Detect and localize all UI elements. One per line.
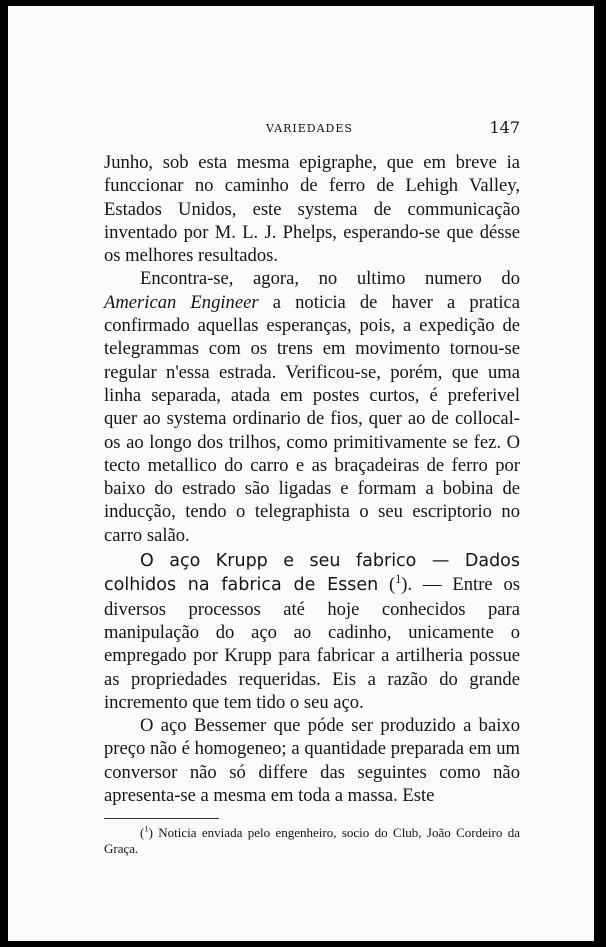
paragraph-american-engineer bbox=[104, 267, 520, 547]
footnote-marker: ($^1$) bbox=[140, 823, 153, 840]
footnote-reference: ($^1$) bbox=[389, 572, 408, 596]
running-head: VARIEDADES bbox=[266, 122, 353, 135]
journal-title: American Engineer bbox=[104, 291, 259, 313]
paragraph-text: Encontra-se, agora, no ultimo numero do bbox=[140, 268, 520, 290]
section-heading: O aço Krupp e seu fabrico — Dados colhidos na fabrica de Essen bbox=[104, 551, 520, 596]
page-header bbox=[104, 116, 520, 144]
page-body bbox=[104, 151, 520, 807]
book-page bbox=[8, 6, 594, 941]
paragraph-continuation: Junho, sob esta mesma epigraphe, que em breve ia funccionar no caminho de ferro de Lehigh Valley, Estados Unidos, este systema de communicação inventado por M. L. J. Phelps, esperando-se que désse os melhores resultados. bbox=[104, 152, 520, 267]
paragraph-text: a noticia de haver a pratica confirmado aquellas esperanças, pois, a expedição de telegrammas com os trens em movimento tornou-se regular n'essa estrada. Verificou-se, porém, que uma linha separada, atada em postes curtos, é preferivel quer ao systema ordinario de fios, quer ao de collocal-os ao longo dos trilhos, como primitivamente se fez. O tecto metallico do carro e as braçadeiras de ferro por baixo do estrado são ligadas e formam a bobina de inducção, tendo o telegraphista o seu escriptorio no carro salão. bbox=[104, 291, 520, 546]
paragraph-text: . — Entre os diversos processos até hoje conhecidos para manipulação do aço ao cadinho, unicamente o empregado por Krupp para fabricar a artilheria possue as propriedades requeridas. Eis a razão do grande incremento que tem tido o seu aço. bbox=[104, 574, 520, 713]
paragraph-krupp-steel bbox=[104, 549, 520, 714]
footnote bbox=[104, 825, 520, 856]
footnote-divider bbox=[104, 818, 219, 819]
page-number: 147 bbox=[489, 118, 520, 137]
footnote-text: Noticia enviada pelo engenheiro, socio do Club, João Cordeiro da Graça. bbox=[104, 825, 520, 856]
paragraph-bessemer-steel: O aço Bessemer que póde ser produzido a baixo preço não é homogeneo; a quantidade preparada em um conversor não só differe das seguintes como não apresenta-se a mesma em toda a massa. Este bbox=[104, 715, 520, 807]
